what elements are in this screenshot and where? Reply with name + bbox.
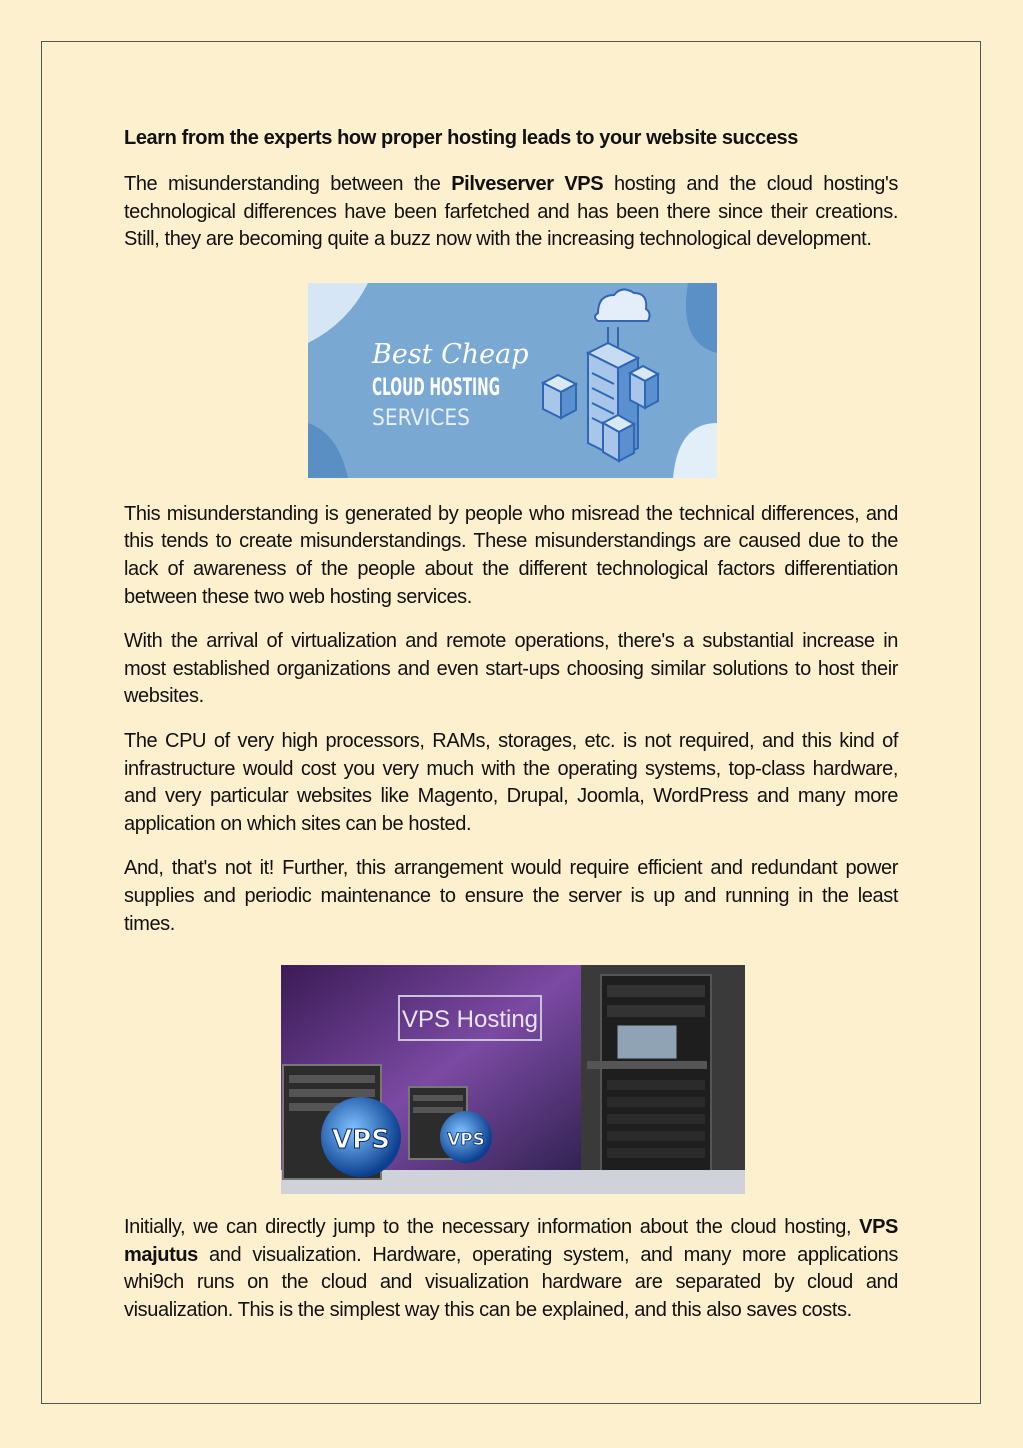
pilveserver-vps-bold: Pilveserver VPS — [451, 173, 604, 195]
initially-text-end: and visualization. Hardware, operating system, and many more applications whi9ch runs on the cloud and visualization hardware are separated by cloud and visualization. This is the simplest way this can be explained, and this also saves costs. — [124, 1243, 898, 1321]
paragraph-power-supplies: And, that's not it! Further, this arrangement would require efficient and redundant power supplies and periodic maintenance to ensure the server is up and running in the least times. — [124, 857, 898, 935]
document-body — [124, 124, 898, 1341]
banner-line2-text: CLOUD HOSTING — [372, 372, 500, 401]
vps-badge-small: VPS — [447, 1130, 485, 1151]
document-heading: Learn from the experts how proper hosting leads to your website success — [124, 127, 798, 149]
paragraph-misunderstanding: This misunderstanding is generated by people who misread the technical differences, and this tends to create misunderstandings. These misunderstandings are caused due to the lack of awareness of the people about the different technological factors differentiation between these two web hosting services. — [124, 502, 898, 608]
vps-hosting-image — [281, 965, 745, 1194]
paragraph-initially — [124, 1214, 898, 1324]
cloud-hosting-banner-image — [308, 283, 717, 478]
paragraph-virtualization: With the arrival of virtualization and remote operations, there's a substantial increase in most established organizations and even start-ups choosing similar solutions to host their websites. — [124, 630, 898, 708]
banner-line1-text: Best Cheap — [372, 338, 529, 370]
banner-line3-text: SERVICES — [372, 405, 470, 431]
initially-text-start: Initially, we can directly jump to the necessary information about the cloud hosting, — [124, 1216, 860, 1239]
paragraph-cpu: The CPU of very high processors, RAMs, storages, etc. is not required, and this kind of infrastructure would cost you very much with the operating systems, top-class hardware, and very particular websites like Magento, Drupal, Joomla, WordPress and many more application on which sites can be hosted. — [124, 729, 898, 835]
paragraph-intro — [124, 171, 898, 254]
vps-badge-large: VPS — [332, 1125, 390, 1156]
intro-text-end: hosting and the cloud hosting's technological differences have been farfetched and has been there since their creations. Still, they are becoming quite a buzz now with the increasing technological development. — [124, 173, 898, 251]
intro-text-start: The misunderstanding between the — [124, 173, 452, 195]
vps-hosting-label: VPS Hosting — [401, 1006, 539, 1034]
vps-majutus-bold: VPS majutus — [124, 1216, 898, 1266]
